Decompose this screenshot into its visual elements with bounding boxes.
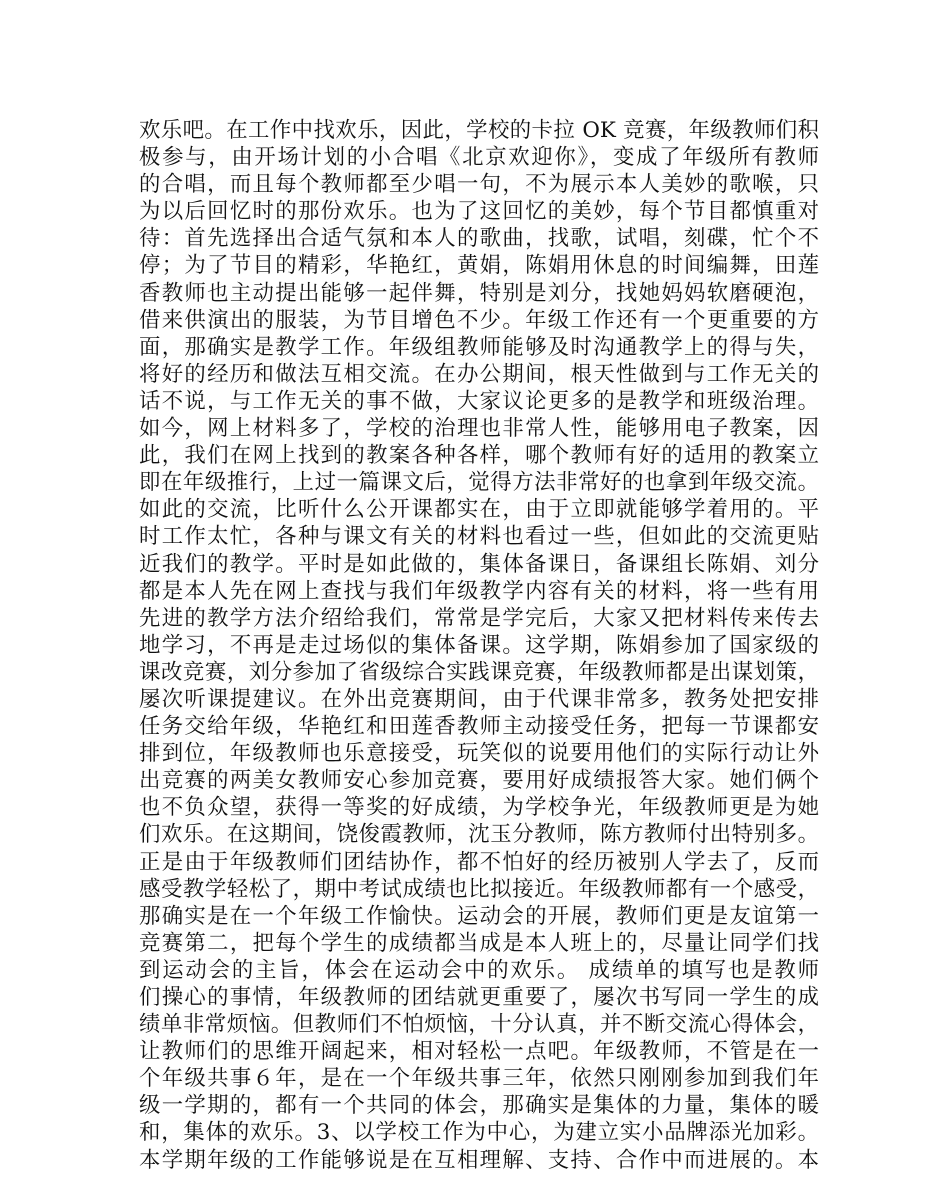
text-line: 任务交给年级，华艳红和田莲香教师主动接受任务，把每一节课都安 bbox=[139, 714, 819, 740]
body-text bbox=[139, 117, 819, 1174]
text-line: 停；为了节目的精彩，华艳红，黄娟，陈娟用休息的时间编舞，田莲 bbox=[139, 253, 819, 279]
text-line: 感受教学轻松了，期中考试成绩也比拟接近。年级教师都有一个感受， bbox=[139, 876, 819, 902]
text-line: 即在年级推行，上过一篇课文后，觉得方法非常好的也拿到年级交流。 bbox=[139, 470, 819, 496]
text-line: 都是本人先在网上查找与我们年级教学内容有关的材料，将一些有用 bbox=[139, 578, 819, 604]
text-line: 绩单非常烦恼。但教师们不怕烦恼，十分认真，并不断交流心得体会， bbox=[139, 1012, 819, 1038]
text-line: 借来供演出的服装，为节目增色不少。年级工作还有一个更重要的方 bbox=[139, 307, 819, 333]
text-line: 地学习，不再是走过场似的集体备课。这学期，陈娟参加了国家级的 bbox=[139, 632, 819, 658]
text-line: 到运动会的主旨，体会在运动会中的欢乐。 成绩单的填写也是教师 bbox=[139, 957, 819, 983]
text-line: 极参与，由开场计划的小合唱《北京欢迎你》，变成了年级所有教师 bbox=[139, 145, 819, 171]
text-line: 让教师们的思维开阔起来，相对轻松一点吧。年级教师，不管是在一 bbox=[139, 1039, 819, 1065]
text-line: 也不负众望，获得一等奖的好成绩，为学校争光，年级教师更是为她 bbox=[139, 795, 819, 821]
text-line: 为以后回忆时的那份欢乐。也为了这回忆的美妙，每个节目都慎重对 bbox=[139, 199, 819, 225]
text-line: 面，那确实是教学工作。年级组教师能够及时沟通教学上的得与失， bbox=[139, 334, 819, 360]
text-line: 时工作太忙，各种与课文有关的材料也看过一些，但如此的交流更贴 bbox=[139, 524, 819, 550]
text-line: 将好的经历和做法互相交流。在办公期间，根天性做到与工作无关的 bbox=[139, 361, 819, 387]
text-line: 排到位，年级教师也乐意接受，玩笑似的说要用他们的实际行动让外 bbox=[139, 741, 819, 767]
text-line: 那确实是在一个年级工作愉快。运动会的开展，教师们更是友谊第一 bbox=[139, 903, 819, 929]
text-line: 们操心的事情，年级教师的团结就更重要了，屡次书写同一学生的成 bbox=[139, 985, 819, 1010]
text-line: 先进的教学方法介绍给我们，常常是学完后，大家又把材料传来传去 bbox=[139, 605, 819, 631]
text-line: 欢乐吧。在工作中找欢乐，因此，学校的卡拉 OK 竞赛，年级教师们积 bbox=[139, 118, 819, 143]
text-line: 出竞赛的两美女教师安心参加竞赛，要用好成绩报答大家。她们俩个 bbox=[139, 768, 819, 794]
text-line: 近我们的教学。平时是如此做的，集体备课日，备课组长陈娟、刘分 bbox=[139, 551, 819, 577]
text-line: 正是由于年级教师们团结协作，都不怕好的经历被别人学去了，反而 bbox=[139, 849, 819, 875]
text-line: 级一学期的，都有一个共同的体会，那确实是集体的力量，集体的暖 bbox=[139, 1093, 819, 1119]
text-line: 如今，网上材料多了，学校的治理也非常人性，能够用电子教案，因 bbox=[139, 416, 819, 442]
text-line: 屡次听课提建议。在外出竞赛期间，由于代课非常多，教务处把安排 bbox=[139, 686, 819, 712]
text-line: 香教师也主动提出能够一起伴舞，特别是刘分，找她妈妈软磨硬泡， bbox=[139, 280, 819, 306]
text-line: 课改竞赛，刘分参加了省级综合实践课竞赛，年级教师都是出谋划策， bbox=[139, 659, 819, 685]
text-line: 此，我们在网上找到的教案各种各样，哪个教师有好的适用的教案立 bbox=[139, 443, 819, 469]
text-line: 个年级共事６年，是在一个年级共事三年，依然只刚刚参加到我们年 bbox=[139, 1066, 819, 1092]
text-line: 待：首先选择出合适气氛和本人的歌曲，找歌，试唱，刻碟，忙个不 bbox=[139, 226, 819, 252]
text-line: 本学期年级的工作能够说是在互相理解、支持、合作中而进展的。本 bbox=[139, 1147, 819, 1173]
text-line: 的合唱，而且每个教师都至少唱一句，不为展示本人美妙的歌喉，只 bbox=[139, 172, 819, 198]
text-line: 和，集体的欢乐。3、以学校工作为中心，为建立实小品牌添光加彩。 bbox=[139, 1120, 819, 1146]
text-line: 如此的交流，比听什么公开课都实在，由于立即就能够学着用的。平 bbox=[139, 497, 819, 523]
text-line: 们欢乐。在这期间，饶俊霞教师，沈玉分教师，陈方教师付出特别多。 bbox=[139, 822, 819, 848]
text-line: 话不说，与工作无关的事不做，大家议论更多的是教学和班级治理。 bbox=[139, 388, 819, 414]
text-line: 竞赛第二，把每个学生的成绩都当成是本人班上的，尽量让同学们找 bbox=[139, 930, 819, 956]
